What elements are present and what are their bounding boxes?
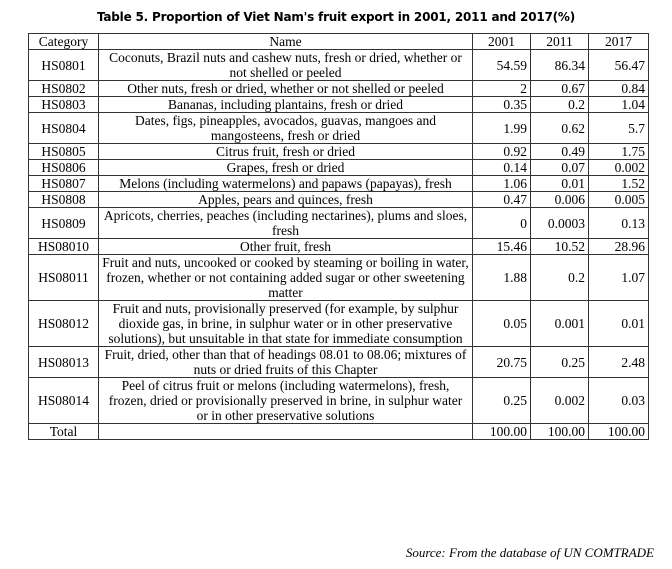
- name-cell: Grapes, fresh or dried: [99, 160, 473, 176]
- table-row: [29, 176, 649, 192]
- category-cell: HS0807: [29, 176, 99, 192]
- source-note: Source: From the database of UN COMTRADE: [405, 545, 654, 560]
- name-cell: Other nuts, fresh or dried, whether or not shelled or peeled: [99, 81, 473, 97]
- value-2011-cell: 0.006: [531, 192, 589, 208]
- category-cell: HS0802: [29, 81, 99, 97]
- value-2011-cell: 0.25: [531, 347, 589, 378]
- value-2001-cell: 0.05: [473, 301, 531, 347]
- value-2017-cell: 5.7: [589, 113, 649, 144]
- category-cell: HS08013: [29, 347, 99, 378]
- value-2017-cell: 56.47: [589, 50, 649, 81]
- table-row: [29, 301, 649, 347]
- name-cell: Fruit and nuts, uncooked or cooked by steaming or boiling in water, frozen, whether or not containing added sugar or other sweetening matter: [99, 255, 473, 301]
- category-cell: HS0808: [29, 192, 99, 208]
- value-2001-cell: 0.92: [473, 144, 531, 160]
- table-title: Table 5. Proportion of Viet Nam's fruit export in 2001, 2011 and 2017(%): [96, 10, 576, 24]
- value-2017-cell: 1.04: [589, 97, 649, 113]
- value-2001-cell: 2: [473, 81, 531, 97]
- table-row: [29, 347, 649, 378]
- value-2017-cell: 0.01: [589, 301, 649, 347]
- value-2011-cell: 0.001: [531, 301, 589, 347]
- value-2011-cell: 0.49: [531, 144, 589, 160]
- name-cell: Dates, figs, pineapples, avocados, guavas, mangoes and mangosteens, fresh or dried: [99, 113, 473, 144]
- table-row: [29, 255, 649, 301]
- value-2011-cell: 10.52: [531, 239, 589, 255]
- table-row: [29, 378, 649, 424]
- header-name: Name: [99, 34, 473, 50]
- total-2011-cell: 100.00: [531, 424, 589, 440]
- table-row: [29, 208, 649, 239]
- table-row: [29, 144, 649, 160]
- value-2017-cell: 0.03: [589, 378, 649, 424]
- category-cell: HS0805: [29, 144, 99, 160]
- name-cell: Melons (including watermelons) and papaws (papayas), fresh: [99, 176, 473, 192]
- value-2011-cell: 0.2: [531, 255, 589, 301]
- table-row: [29, 239, 649, 255]
- header-2011: 2011: [531, 34, 589, 50]
- name-cell: Coconuts, Brazil nuts and cashew nuts, fresh or dried, whether or not shelled or peeled: [99, 50, 473, 81]
- name-cell: Citrus fruit, fresh or dried: [99, 144, 473, 160]
- table-row: [29, 97, 649, 113]
- name-cell: Fruit and nuts, provisionally preserved (for example, by sulphur dioxide gas, in brine, in sulphur water or in other preservative solutions), but unsuitable in that state for immediate consumption: [99, 301, 473, 347]
- header-row: [29, 34, 649, 50]
- category-cell: HS08011: [29, 255, 99, 301]
- table-row: [29, 50, 649, 81]
- value-2017-cell: 0.005: [589, 192, 649, 208]
- total-label: Total: [29, 424, 99, 440]
- value-2011-cell: 86.34: [531, 50, 589, 81]
- name-cell: Bananas, including plantains, fresh or dried: [99, 97, 473, 113]
- header-category: Category: [29, 34, 99, 50]
- value-2001-cell: 0.35: [473, 97, 531, 113]
- header-2017: 2017: [589, 34, 649, 50]
- value-2011-cell: 0.62: [531, 113, 589, 144]
- value-2001-cell: 1.06: [473, 176, 531, 192]
- value-2001-cell: 0.14: [473, 160, 531, 176]
- table-row: [29, 113, 649, 144]
- value-2011-cell: 0.0003: [531, 208, 589, 239]
- total-row: [29, 424, 649, 440]
- value-2017-cell: 1.07: [589, 255, 649, 301]
- value-2001-cell: 0.47: [473, 192, 531, 208]
- total-2001-cell: 100.00: [473, 424, 531, 440]
- name-cell: Apples, pears and quinces, fresh: [99, 192, 473, 208]
- value-2017-cell: 0.002: [589, 160, 649, 176]
- category-cell: HS0809: [29, 208, 99, 239]
- value-2001-cell: 1.99: [473, 113, 531, 144]
- value-2001-cell: 1.88: [473, 255, 531, 301]
- category-cell: HS0806: [29, 160, 99, 176]
- category-cell: HS08010: [29, 239, 99, 255]
- table-row: [29, 81, 649, 97]
- value-2017-cell: 0.84: [589, 81, 649, 97]
- name-cell: Other fruit, fresh: [99, 239, 473, 255]
- category-cell: HS0804: [29, 113, 99, 144]
- value-2017-cell: 28.96: [589, 239, 649, 255]
- category-cell: HS08014: [29, 378, 99, 424]
- fruit-export-table: [28, 33, 649, 440]
- value-2011-cell: 0.67: [531, 81, 589, 97]
- header-2001: 2001: [473, 34, 531, 50]
- value-2017-cell: 1.52: [589, 176, 649, 192]
- value-2011-cell: 0.01: [531, 176, 589, 192]
- value-2011-cell: 0.07: [531, 160, 589, 176]
- category-cell: HS0801: [29, 50, 99, 81]
- table-row: [29, 192, 649, 208]
- name-cell: Peel of citrus fruit or melons (including watermelons), fresh, frozen, dried or provisionally preserved in brine, in sulphur water or in other preservative solutions: [99, 378, 473, 424]
- name-cell: Apricots, cherries, peaches (including nectarines), plums and sloes, fresh: [99, 208, 473, 239]
- name-cell: Fruit, dried, other than that of headings 08.01 to 08.06; mixtures of nuts or dried fruits of this Chapter: [99, 347, 473, 378]
- value-2001-cell: 0.25: [473, 378, 531, 424]
- value-2017-cell: 2.48: [589, 347, 649, 378]
- table-row: [29, 160, 649, 176]
- value-2001-cell: 0: [473, 208, 531, 239]
- category-cell: HS0803: [29, 97, 99, 113]
- value-2017-cell: 0.13: [589, 208, 649, 239]
- value-2001-cell: 15.46: [473, 239, 531, 255]
- total-2017-cell: 100.00: [589, 424, 649, 440]
- category-cell: HS08012: [29, 301, 99, 347]
- value-2001-cell: 54.59: [473, 50, 531, 81]
- value-2011-cell: 0.002: [531, 378, 589, 424]
- value-2001-cell: 20.75: [473, 347, 531, 378]
- total-name-cell: [99, 424, 473, 440]
- value-2017-cell: 1.75: [589, 144, 649, 160]
- value-2011-cell: 0.2: [531, 97, 589, 113]
